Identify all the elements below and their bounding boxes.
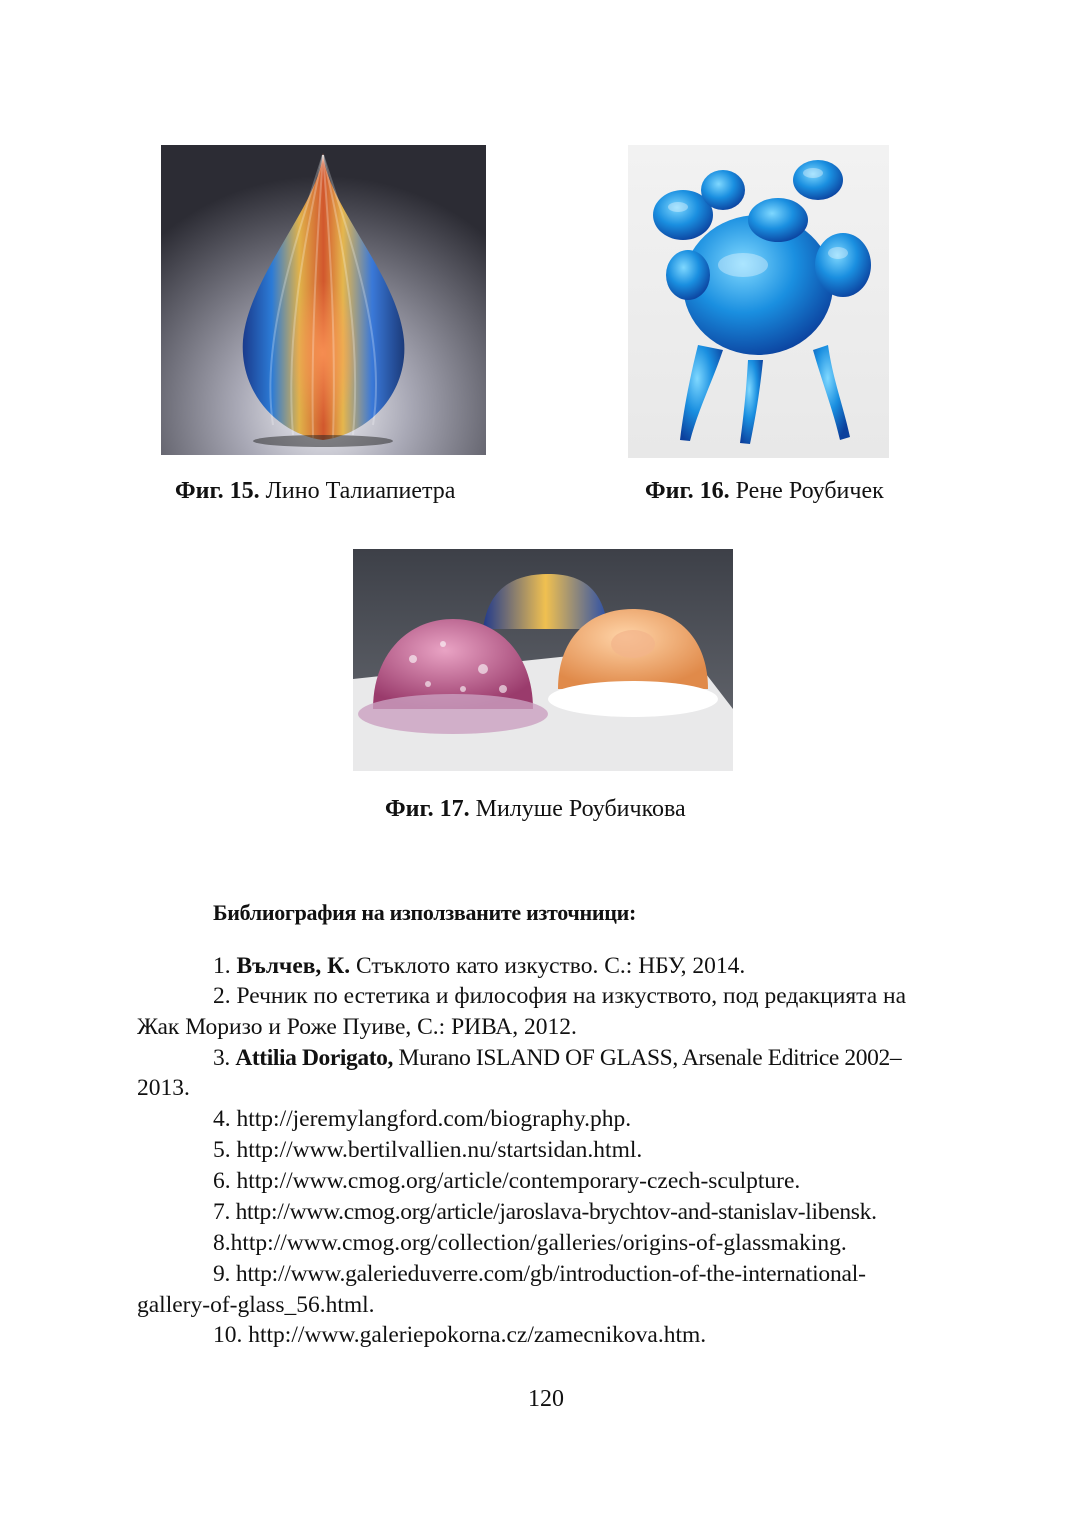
bibliography-item-4: 4. http://jeremylangford.com/biography.php. [213, 1106, 632, 1132]
figure-17-image [353, 549, 733, 771]
bibliography-item-8: 8.http://www.cmog.org/collection/galleries/origins-of-glassmaking. [213, 1230, 847, 1256]
figure-17-label: Фиг. 17. [385, 796, 470, 822]
figure-16-label: Фиг. 16. [645, 478, 730, 504]
figure-15-caption [175, 478, 455, 505]
page-number: 120 [528, 1386, 564, 1412]
bibliography-item-6: 6. http://www.cmog.org/article/contemporary-czech-sculpture. [213, 1168, 801, 1194]
figure-16-caption [645, 478, 884, 505]
bibliography-item-9-continuation: gallery-of-glass_56.html. [137, 1292, 375, 1318]
figure-16-title: Рене Роубичек [735, 478, 884, 504]
bibliography-item-5: 5. http://www.bertilvallien.nu/startsidan.html. [213, 1137, 643, 1163]
bibliography-item-7: 7. http://www.cmog.org/article/jaroslava-brychtov-and-stanislav-libensk. [213, 1199, 877, 1225]
figure-17-caption [385, 796, 686, 823]
figure-17-title: Милуше Роубичкова [475, 796, 686, 822]
bibliography-item-9: 9. http://www.galerieduverre.com/gb/introduction-of-the-international- [213, 1261, 866, 1287]
bibliography-heading: Библиография на използваните източници: [213, 900, 636, 925]
bibliography-item-2: 2. Речник по естетика и философия на изкуството, под редакцията на [213, 983, 907, 1009]
figure-15-image [161, 145, 486, 455]
bibliography-item-3-continuation: 2013. [137, 1075, 190, 1101]
figure-15-label: Фиг. 15. [175, 478, 260, 504]
bibliography-item-1: 1. Вълчев, К. Стъклото като изкуство. С.: НБУ, 2014. [213, 953, 746, 979]
figure-15-title: Лино Талиапиетра [265, 478, 456, 504]
bibliography-item-2-continuation: Жак Моризо и Роже Пуиве, С.: РИВА, 2012. [137, 1014, 577, 1040]
bibliography-item-10: 10. http://www.galeriepokorna.cz/zamecnikova.htm. [213, 1322, 707, 1348]
figure-16-image [628, 145, 889, 458]
bibliography-item-3: 3. Attilia Dorigato, Murano ISLAND OF GLASS, Arsenale Editrice 2002– [213, 1045, 902, 1071]
